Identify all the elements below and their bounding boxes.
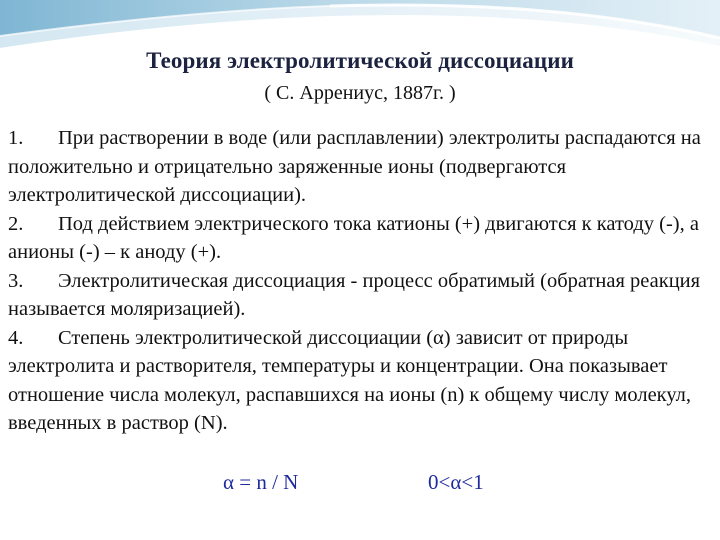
item-number: 1. — [8, 127, 24, 149]
item-text: При растворении в воде (или расплавлении) электролиты распадаются на положительно и отрицательно заряженные ионы (подвергаются электролитической диссоциации). — [8, 127, 701, 206]
item-text: Степень электролитической диссоциации (α) зависит от природы электролита и растворителя, температуры и концентрации. Она показывает отношение числа молекул, распавшихся на ионы (n) к общему числу молекул, введенных в раствор (N). — [8, 326, 692, 434]
page-subtitle: ( С. Аррениус, 1887г. ) — [264, 82, 456, 104]
item-text: Электролитическая диссоциация - процесс обратимый (обратная реакция называется моляризацией). — [8, 269, 701, 320]
item-number: 3. — [8, 269, 24, 292]
list-item — [8, 267, 718, 324]
item-text: Под действием электрического тока катионы (+) двигаются к катоду (-), а анионы (-) – к аноду (+). — [8, 212, 699, 263]
postulates-list — [8, 124, 718, 438]
item-number: 2. — [8, 212, 24, 235]
page-title: Теория электролитической диссоциации — [146, 48, 574, 73]
list-item — [8, 324, 718, 438]
degree-range: 0<α<1 — [428, 470, 484, 494]
degree-formula: α = n / N — [223, 470, 299, 494]
list-item — [8, 124, 718, 210]
item-number: 4. — [8, 326, 24, 349]
list-item — [8, 210, 718, 267]
